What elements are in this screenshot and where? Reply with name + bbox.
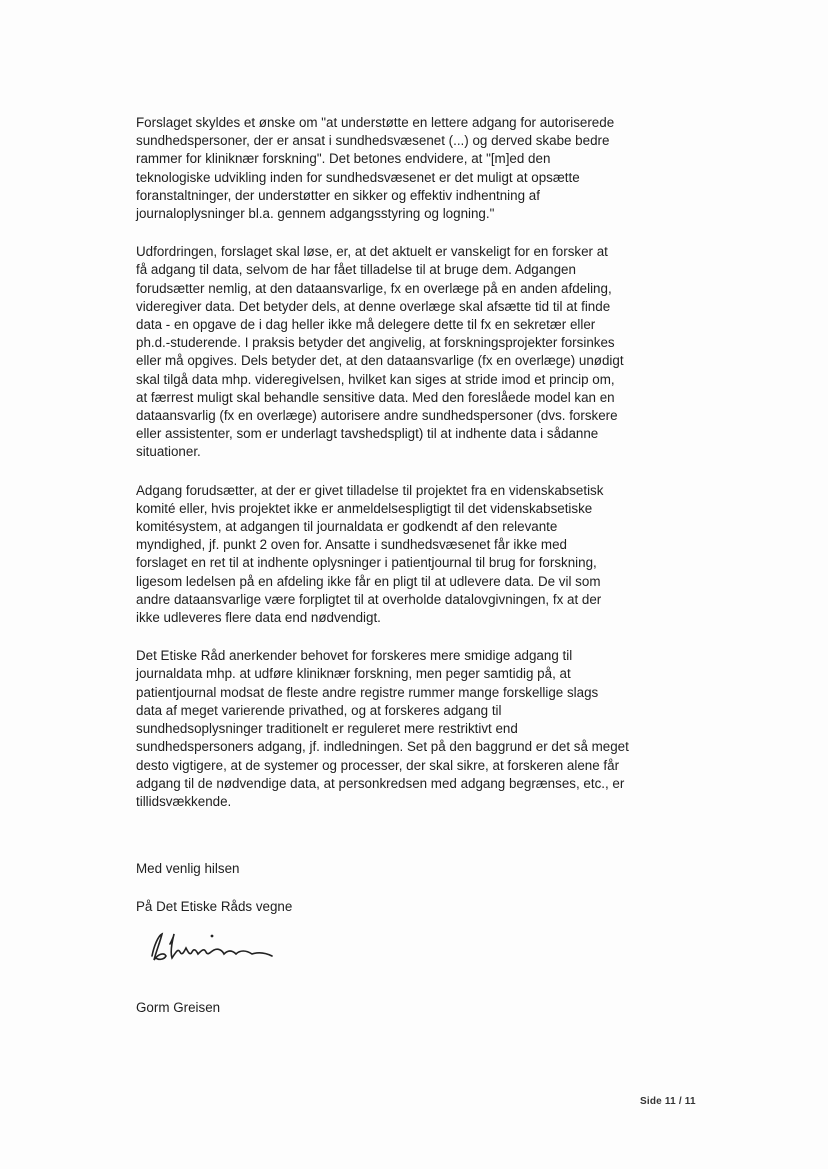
on-behalf-line: På Det Etiske Råds vegne xyxy=(136,899,293,914)
paragraph-2: Udfordringen, forslaget skal løse, er, at det aktuelt er vanskeligt for en forsker at få adgang til data, selvom de har fået tilladelse til at bruge dem. Adgangen forudsætter nemlig, at den dataansvarlige, fx en overlæge på en anden afdeling, videregiver data. Det betyder dels, at denne overlæge skal afsætte tid til at finde data - en opgave de i dag heller ikke må delegere dette til fx en sekretær eller ph.d.-studerende. I praksis betyder det angivelig, at forskningsprojekter forsinkes eller må opgives. Dels betyder det, at den dataansvarlige (fx en overlæge) unødigt skal tilgå data mhp. videregivelsen, hvilket kan siges at stride imod et princip om, at færrest muligt skal behandle sensitive data. Med den foreslåede model kan en dataansvarlig (fx en overlæge) autorisere andre sundhedspersoner (dvs. forskere eller assistenter, som er underlagt tavshedspligt) til at indhente data i sådanne situationer. xyxy=(136,244,624,460)
paragraph-3: Adgang forudsætter, at der er givet tilladelse til projektet fra en videnskabsetisk komité eller, hvis projektet ikke er anmeldelsespligtigt til det videnskabsetiske komitésystem, at adgangen til journaldata er godkendt af den relevante myndighed, jf. punkt 2 oven for. Ansatte i sundhedsvæsenet får ikke med forslaget en ret til at indhente oplysninger i patientjournal til brug for forskning, ligesom ledelsen på en afdeling ikke får en pligt til at udlevere data. De vil som andre dataansvarlige være forpligtet til at overholde datalovgivningen, fx at der ikke udleveres flere data end nødvendigt. xyxy=(136,482,604,626)
paragraph-1: Forslaget skyldes et ønske om "at understøtte en lettere adgang for autoriserede sundhedspersoner, der er ansat i sundhedsvæsenet (...) og derved skabe bedre rammer for kliniknær forskning". Det betones endvidere, at "[m]ed den teknologiske udvikling inden for sundhedsvæsenet er det muligt at opsætte foranstaltninger, der understøtter en sikker og effektiv indhentning af journaloplysninger bl.a. gennem adgangsstyring og logning." xyxy=(136,115,615,222)
page-number: Side 11 / 11 xyxy=(640,1096,696,1107)
handwritten-signature xyxy=(144,922,284,972)
document-body xyxy=(136,114,696,831)
closing-greeting: Med venlig hilsen xyxy=(136,861,240,876)
signer-name: Gorm Greisen xyxy=(136,1000,221,1016)
paragraph-4: Det Etiske Råd anerkender behovet for forskeres mere smidige adgang til journaldata mhp. at udføre kliniknær forskning, men peger samtidig på, at patientjournal modsat de fleste andre registre rummer mange forskellige slags data af meget varierende privathed, og at forskeres adgang til sundhedsoplysninger traditionelt er reguleret mere restriktivt end sundhedspersoners adgang, jf. indledningen. Set på den baggrund er det så meget desto vigtigere, at de systemer og processer, der skal sikre, at forskeren alene får adgang til de nødvendige data, at personkredsen med adgang begrænses, etc., er tillidsvækkende. xyxy=(136,648,629,809)
